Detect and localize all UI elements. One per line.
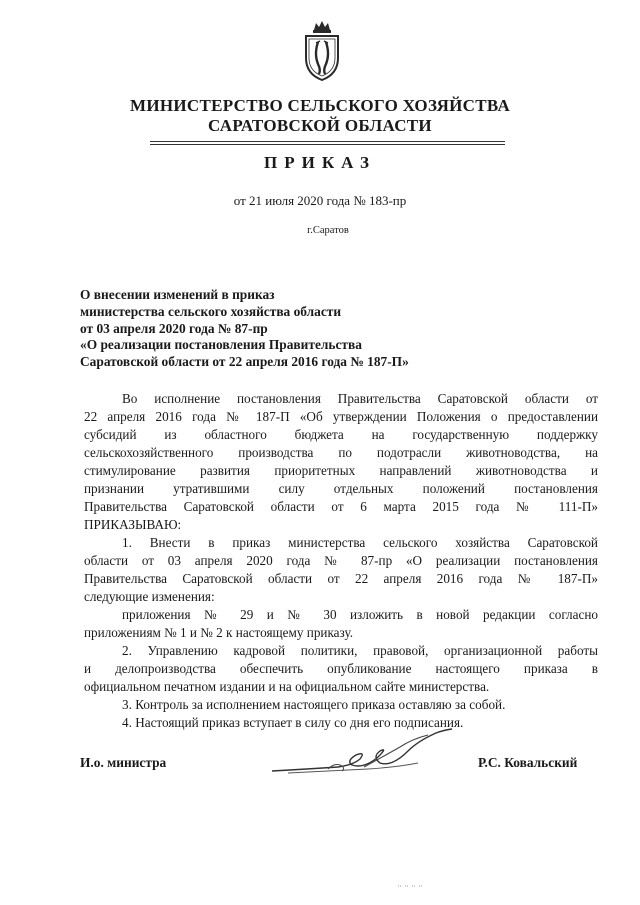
subject-line: «О реализации постановления Правительства [80, 337, 362, 353]
body-line: 3. Контроль за исполнением настоящего приказа оставляю за собой. [122, 697, 506, 712]
body-line: официальном печатном издании и на официальном сайте министерства. [84, 679, 490, 694]
ministry-name-line1: МИНИСТЕРСТВО СЕЛЬСКОГО ХОЗЯЙСТВА [129, 96, 511, 115]
body-line: 1. Внести в приказ министерства сельского хозяйства Саратовской [122, 535, 598, 550]
body-line: приложениям № 1 и № 2 к настоящему приказу. [84, 625, 354, 640]
order-subject [80, 287, 440, 371]
subject-line: О внесении изменений в приказ [80, 287, 275, 302]
body-line: приложения № 29 и № 30 изложить в новой редакции согласно [122, 607, 598, 622]
body-line: 22 апреля 2016 года № 187-П «Об утверждении Положения о предоставлении [84, 409, 598, 424]
body-line: 2. Управлению кадровой политики, правовой, организационной работы [122, 643, 598, 658]
subject-line: Саратовской области от 22 апреля 2016 года № 187-П» [80, 354, 409, 370]
body-line: сельскохозяйственного производства по подотрасли животноводства, на [84, 445, 598, 460]
scan-artifact [398, 884, 428, 888]
order-city: г.Саратов [307, 225, 349, 236]
body-line: области от 03 апреля 2020 года № 87-пр «О реализации постановления [84, 553, 598, 568]
signatory-role: И.о. министра [80, 755, 167, 770]
signatory-name: Р.С. Ковальский [478, 755, 578, 770]
header-divider [150, 144, 505, 145]
ministry-name-line2: САРАТОВСКОЙ ОБЛАСТИ [208, 116, 432, 135]
order-title: ПРИКАЗ [264, 153, 376, 172]
header-divider [150, 141, 505, 142]
order-date-number: от 21 июля 2020 года № 183-пр [233, 193, 407, 208]
body-line: ПРИКАЗЫВАЮ: [84, 517, 182, 532]
subject-line: министерства сельского хозяйства области [80, 303, 342, 319]
body-line: субсидий из областного бюджета на государственную поддержку [84, 427, 598, 442]
body-line: следующие изменения: [84, 589, 215, 604]
body-line: Во исполнение постановления Правительства Саратовской области от [122, 391, 598, 406]
subject-line: от 03 апреля 2020 года № 87-пр [80, 320, 268, 336]
coat-of-arms-icon [302, 20, 342, 82]
body-line: Правительства Саратовской области от 22 апреля 2016 года № 187-П» [84, 571, 598, 586]
body-line: стимулирование развития приоритетных направлений животноводства и [84, 463, 598, 478]
body-line: и делопроизводства обеспечить опубликование настоящего приказа в [84, 661, 598, 676]
body-line: Правительства Саратовской области от 6 марта 2015 года № 111-П» [84, 499, 598, 514]
body-line: признании утратившими силу отдельных положений постановления [84, 481, 598, 496]
body-line: 4. Настоящий приказ вступает в силу со дня его подписания. [122, 715, 464, 730]
handwritten-signature [268, 725, 458, 780]
